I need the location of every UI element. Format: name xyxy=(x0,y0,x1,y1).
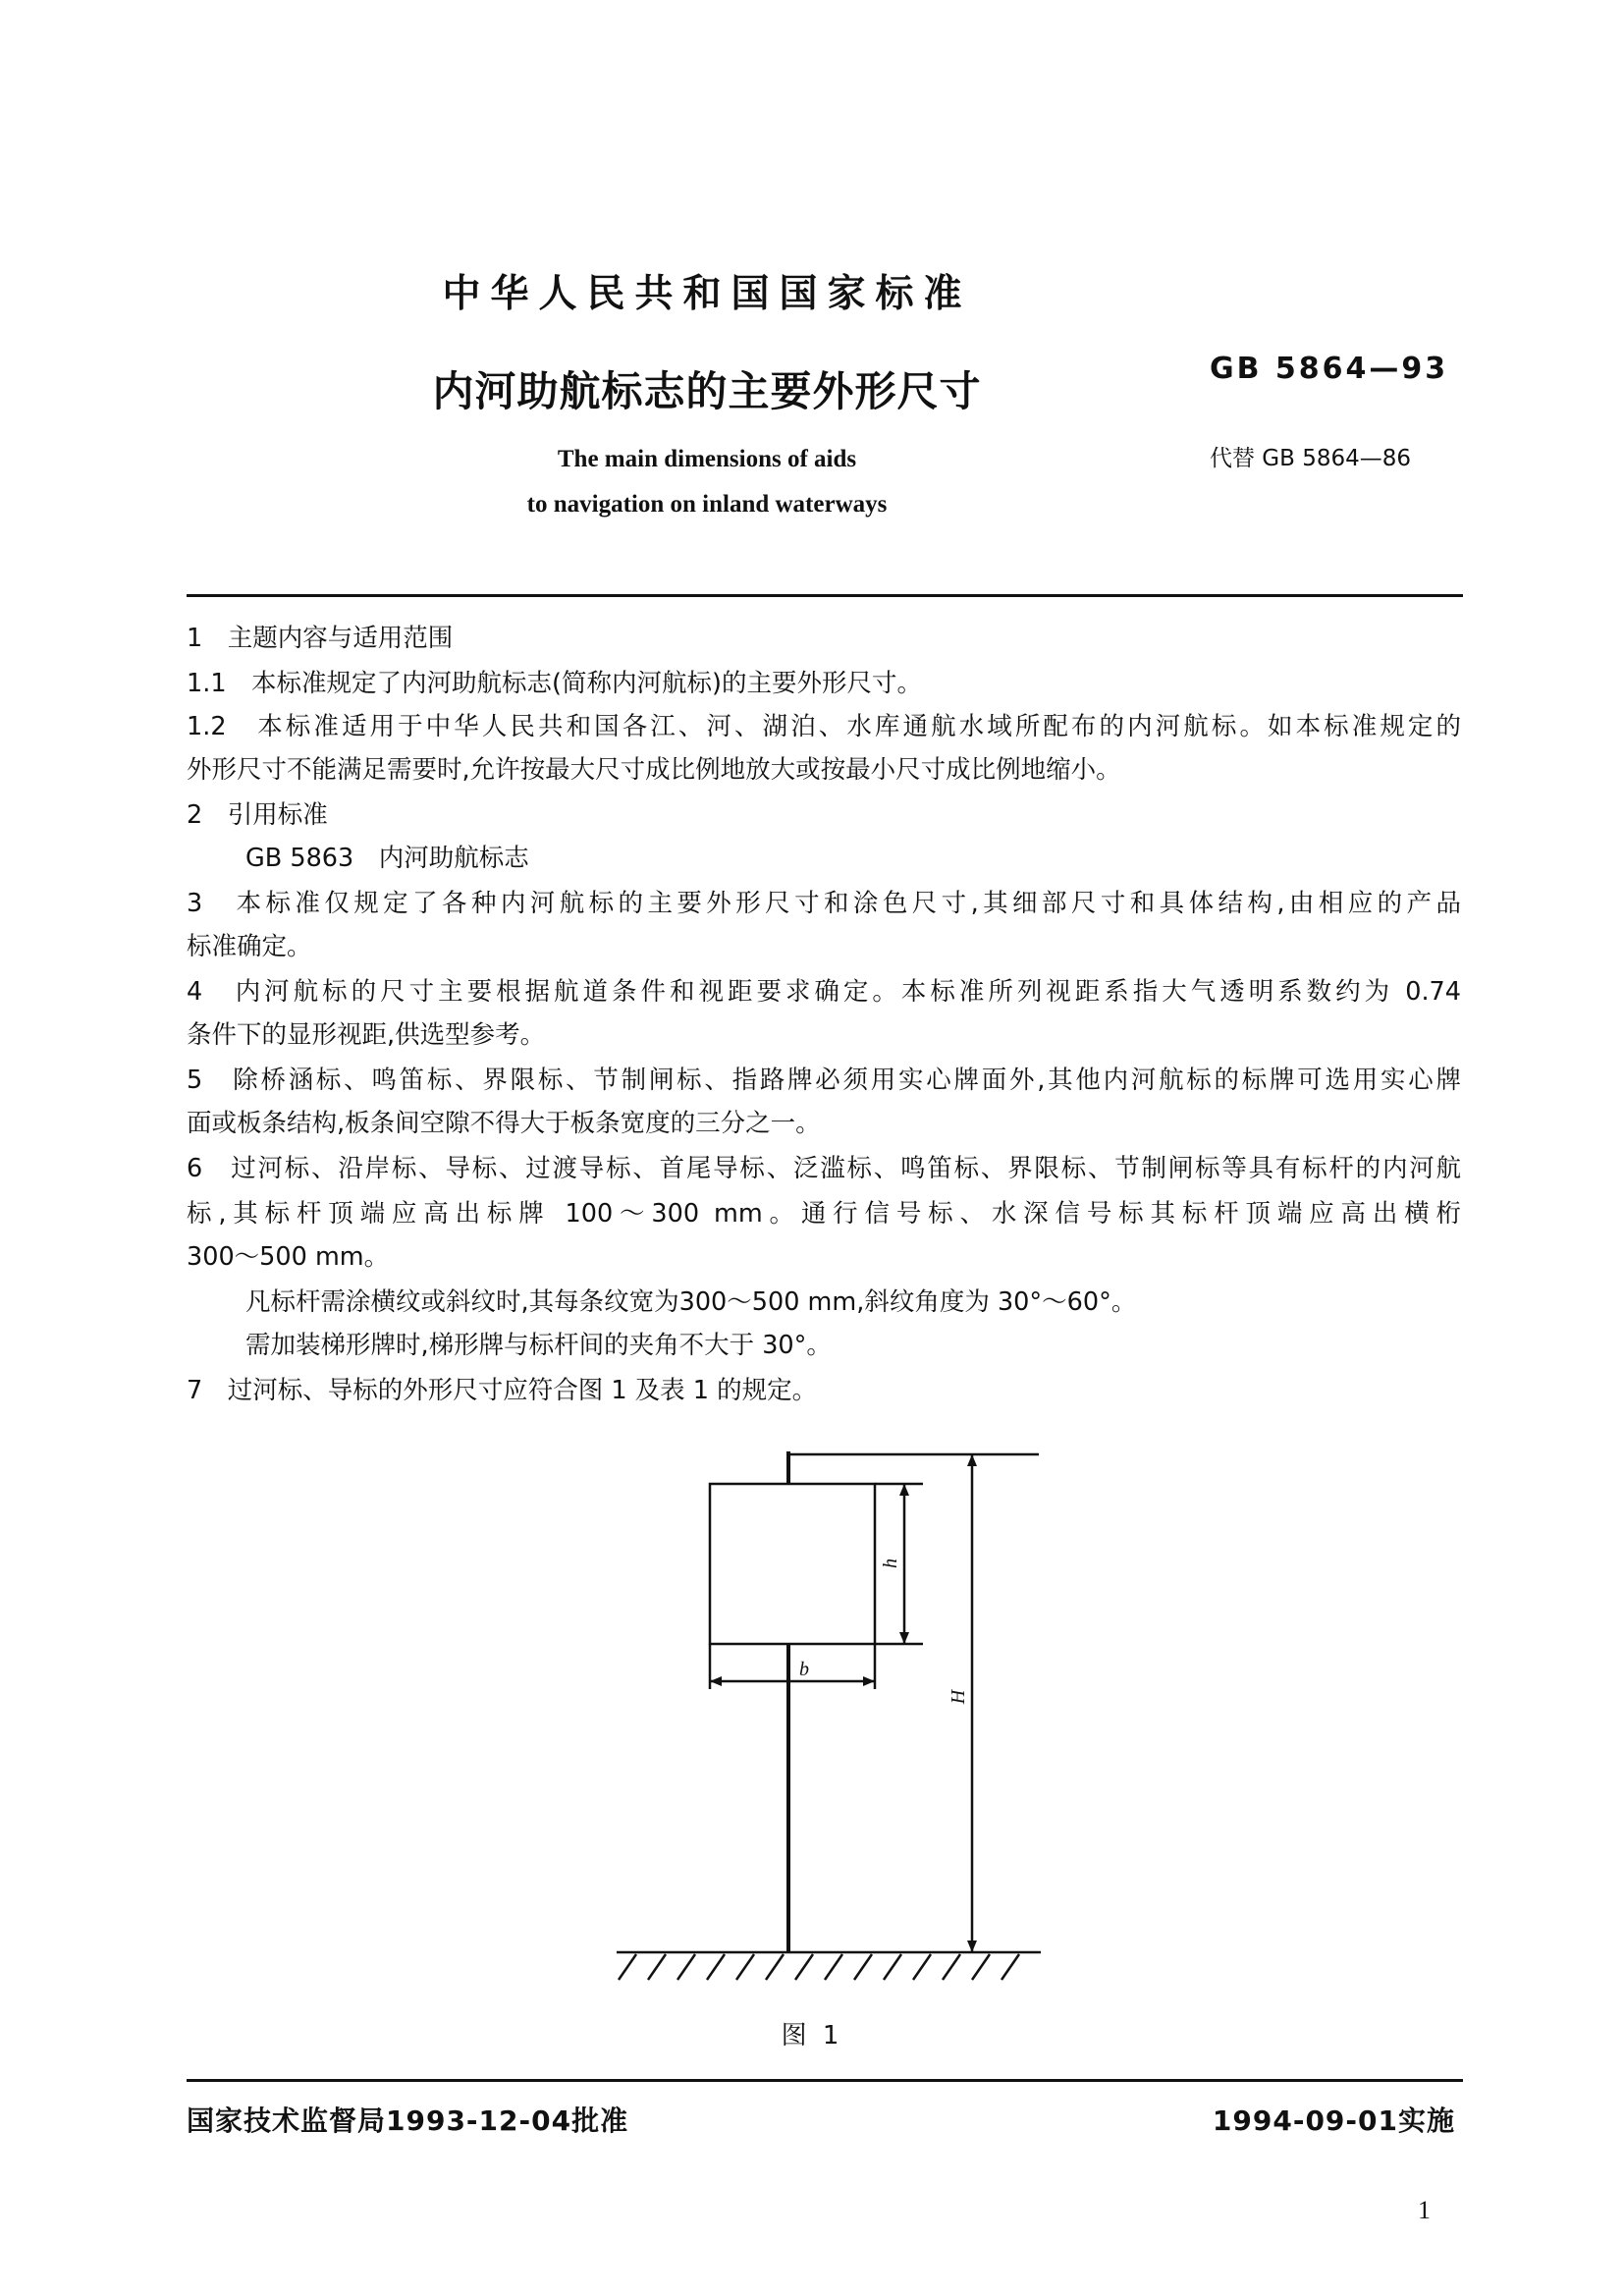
paragraph-line: 5 除桥涵标、鸣笛标、界限标、节制闸标、指路牌必须用实心牌面外,其他内河航标的标牌可选用实心牌 xyxy=(187,1066,1461,1095)
paragraph-line: 标准确定。 xyxy=(187,932,312,961)
section-heading: 1 主题内容与适用范围 xyxy=(187,624,454,653)
paragraph-line: 4 内河航标的尺寸主要根据航道条件和视距要求确定。本标准所列视距系指大气透明系数约为 0.74 xyxy=(187,977,1461,1007)
label-b: b xyxy=(799,1659,809,1680)
paragraph-line: 3 本标准仅规定了各种内河航标的主要外形尺寸和涂色尺寸,其细部尺寸和具体结构,由相应的产品 xyxy=(187,889,1461,918)
page-number: 1 xyxy=(1418,2196,1431,2224)
paragraph-line: 6 过河标、沿岸标、导标、过渡导标、首尾导标、泛滥标、鸣笛标、界限标、节制闸标等具有标杆的内河航 xyxy=(187,1154,1461,1183)
arrow-h-top xyxy=(899,1484,909,1496)
paragraph-line: 300～500 mm。 xyxy=(187,1242,390,1272)
paragraph-line: 面或板条结构,板条间空隙不得大于板条宽度的三分之一。 xyxy=(187,1109,821,1138)
document-title: 内河助航标志的主要外形尺寸 xyxy=(432,367,982,415)
arrow-H-top xyxy=(967,1454,977,1466)
arrow-H-bottom xyxy=(967,1941,977,1952)
section-heading: 2 引用标准 xyxy=(187,800,328,830)
approval-note: 国家技术监督局1993-12-04批准 xyxy=(187,2105,629,2137)
reference-standard: GB 5863 内河助航标志 xyxy=(245,844,529,873)
ground-hatching xyxy=(619,1954,1019,1980)
arrow-b-right xyxy=(863,1676,875,1686)
paragraph-line: 条件下的显形视距,供选型参考。 xyxy=(187,1020,546,1050)
header-divider xyxy=(187,594,1463,597)
paragraph-line: 外形尺寸不能满足需要时,允许按最大尺寸成比例地放大或按最小尺寸成比例地缩小。 xyxy=(187,755,1121,785)
replaces-note: 代替 GB 5864—86 xyxy=(1210,446,1412,471)
sign-board xyxy=(710,1484,875,1644)
figure-caption: 图 1 xyxy=(781,2021,843,2050)
english-title-line-1: The main dimensions of aids xyxy=(557,446,857,472)
paragraph-line: 7 过河标、导标的外形尺寸应符合图 1 及表 1 的规定。 xyxy=(187,1376,818,1405)
arrow-b-left xyxy=(710,1676,722,1686)
arrow-h-bottom xyxy=(899,1632,909,1644)
paragraph-line: 1.1 本标准规定了内河助航标志(简称内河航标)的主要外形尺寸。 xyxy=(187,669,922,698)
implementation-date: 1994-09-01实施 xyxy=(1212,2105,1455,2137)
paragraph-line: 标,其标杆顶端应高出标牌 100～300 mm。通行信号标、水深信号标其标杆顶端应高出横桁 xyxy=(187,1199,1461,1229)
english-title-line-2: to navigation on inland waterways xyxy=(526,491,888,518)
national-standard-heading: 中华人民共和国国家标准 xyxy=(442,272,972,316)
paragraph-line: 凡标杆需涂横纹或斜纹时,其每条纹宽为300～500 mm,斜纹角度为 30°～60°。 xyxy=(245,1287,1137,1317)
footer-divider xyxy=(187,2079,1463,2082)
standard-code: GB 5864—93 xyxy=(1210,352,1449,386)
label-h: h xyxy=(880,1558,901,1568)
paragraph-line: 需加装梯形牌时,梯形牌与标杆间的夹角不大于 30°。 xyxy=(245,1331,832,1360)
figure-1-diagram xyxy=(589,1434,1060,1984)
paragraph-line: 1.2 本标准适用于中华人民共和国各江、河、湖泊、水库通航水域所配布的内河航标。如本标准规定的 xyxy=(187,712,1461,741)
label-H: H xyxy=(947,1689,969,1705)
